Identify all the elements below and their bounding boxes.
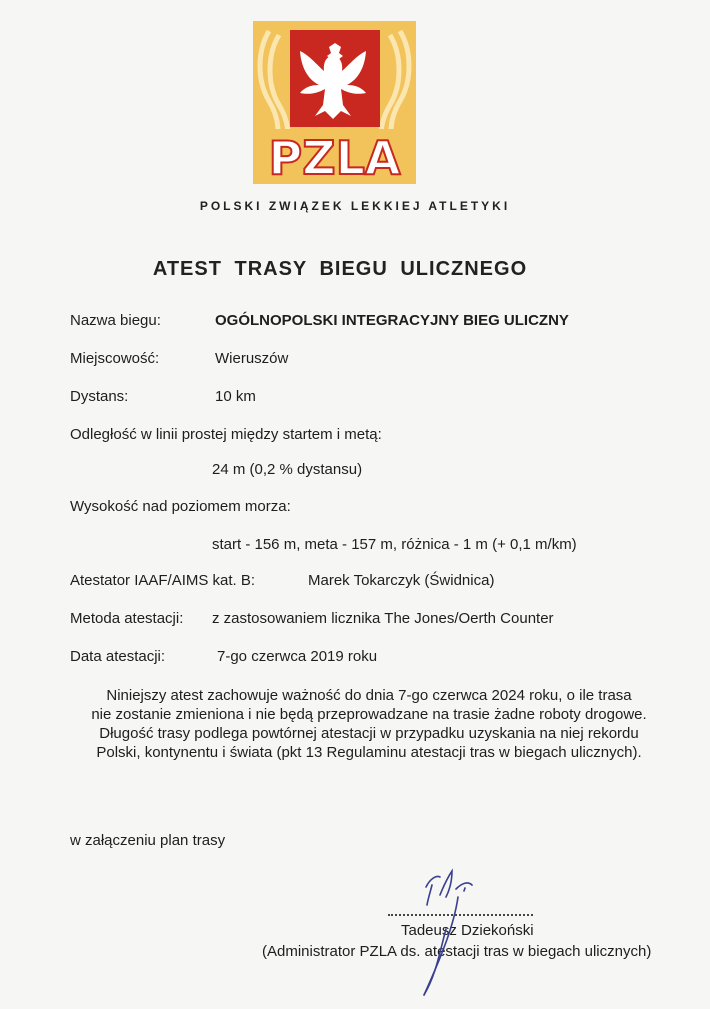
distance-label: Dystans: — [70, 388, 129, 405]
location-label: Miejscowość: — [70, 350, 160, 367]
race-name-value: OGÓLNOPOLSKI INTEGRACYJNY BIEG ULICZNY — [215, 312, 569, 329]
distance-value: 10 km — [215, 388, 256, 405]
straight-line-label: Odległość w linii prostej między startem i metą: — [70, 426, 382, 443]
method-value: z zastosowaniem licznika The Jones/Oerth Counter — [212, 610, 554, 627]
certifier-value: Marek Tokarczyk (Świdnica) — [308, 572, 495, 589]
handwritten-signature — [396, 855, 516, 1005]
paragraph-line: Długość trasy podlega powtórnej atestacji w przypadku uzyskania na niej rekordu — [99, 725, 639, 742]
signatory-name: Tadeusz Dziekoński — [401, 922, 534, 939]
organization-name: POLSKI ZWIĄZEK LEKKIEJ ATLETYKI — [199, 199, 511, 213]
paragraph-line: nie zostanie zmieniona i nie będą przeprowadzane na trasie żadne roboty drogowe. — [91, 706, 647, 723]
method-label: Metoda atestacji: — [70, 610, 184, 627]
signatory-role: (Administrator PZLA ds. atestacji tras w biegach ulicznych) — [262, 943, 652, 960]
altitude-value: start - 156 m, meta - 157 m, różnica - 1 m (+ 0,1 m/km) — [212, 536, 577, 553]
paragraph-line: Niniejszy atest zachowuje ważność do dnia 7-go czerwca 2024 roku, o ile trasa — [106, 687, 632, 704]
paragraph-line: Polski, kontynentu i świata (pkt 13 Regulaminu atestacji tras w biegach ulicznych). — [96, 744, 642, 761]
location-value: Wieruszów — [215, 350, 289, 367]
pzla-logo-lettering — [262, 129, 407, 184]
certifier-label: Atestator IAAF/AIMS kat. B: — [70, 572, 256, 589]
pzla-logo — [253, 21, 416, 184]
validity-paragraph — [0, 686, 710, 762]
pzla-emblem-icon — [253, 21, 416, 184]
svg-text:PZLA: PZLA — [268, 131, 401, 184]
document-title: ATEST TRASY BIEGU ULICZNEGO — [152, 258, 528, 280]
date-value: 7-go czerwca 2019 roku — [217, 648, 378, 665]
race-name-label: Nazwa biegu: — [70, 312, 161, 329]
altitude-label: Wysokość nad poziomem morza: — [70, 498, 291, 515]
attachment-note: w załączeniu plan trasy — [70, 832, 226, 849]
straight-line-value: 24 m (0,2 % dystansu) — [212, 461, 363, 478]
date-label: Data atestacji: — [70, 648, 166, 665]
